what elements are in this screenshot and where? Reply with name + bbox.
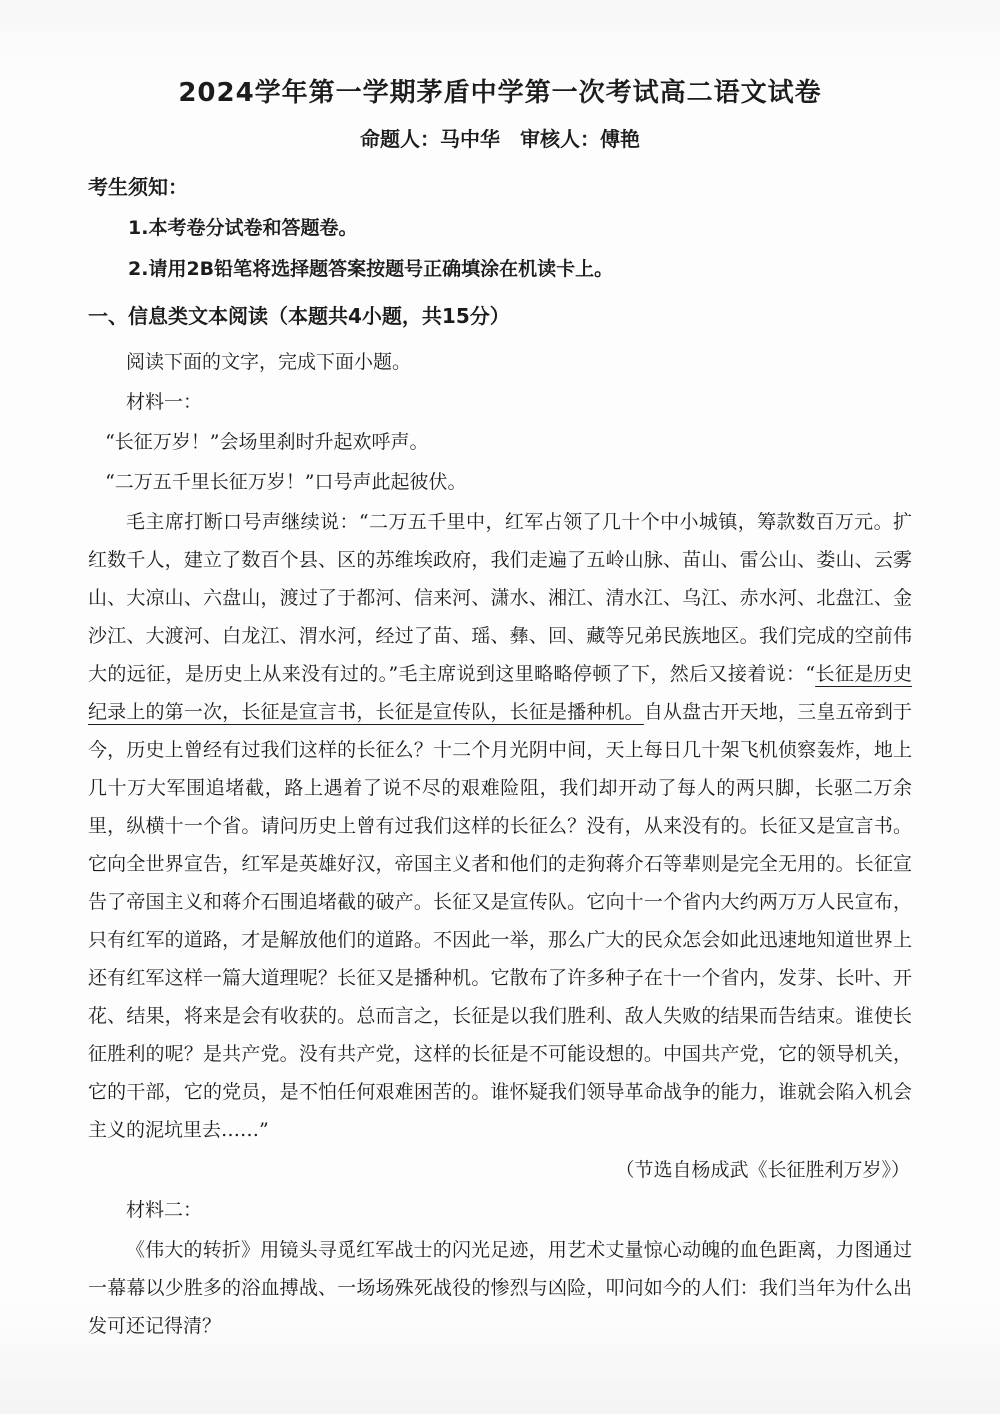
reading-instruction: 阅读下面的文字，完成下面小题。 — [126, 351, 412, 373]
material1-quote-2: “二万五千里长征万岁！”口号声此起彼伏。 — [105, 471, 467, 493]
section-heading: 一、信息类文本阅读（本题共4小题，共15分） — [88, 304, 510, 328]
notice-item-1: 1.本考卷分试卷和答题卷。 — [128, 217, 358, 239]
material1-paragraph-lead: 毛主席打断口号声继续说：“二万五千里中，红军占领了几十个中小城镇，筹款数百万元。扩红数千人，建立了数百个县、区的苏维埃政府，我们走遍了五岭山脉、苗山、雷公山、娄山、云雾山、大凉山、六盘山，渡过了于都河、信来河、潇水、湘江、清水江、乌江、赤水河、北盘江、金沙江、大渡河、白龙江、渭水河，经过了苗、瑶、彝、回、藏等兄弟民族地区。我们完成的空前伟大的远征，是历史上从来没有过的。”毛主席说到这里略略停顿了下，然后又接着说：“ — [88, 511, 912, 685]
material1-paragraph-tail: 自从盘古开天地，三皇五帝到于今，历史上曾经有过我们这样的长征么？十二个月光阴中间，天上每日几十架飞机侦察轰炸，地上几十万大军围追堵截，路上遇着了说不尽的艰难险阻，我们却开动了每人的两只脚，长驱二万余里，纵横十一个省。请问历史上曾有过我们这样的长征么？没有，从来没有的。长征又是宣言书。它向全世界宣告，红军是英雄好汉，帝国主义者和他们的走狗蒋介石等辈则是完全无用的。长征宣告了帝国主义和蒋介石围追堵截的破产。长征又是宣传队。它向十一个省内大约两万万人民宣布，只有红军的道路，才是解放他们的道路。不因此一举，那么广大的民众怎会如此迅速地知道世界上还有红军这样一篇大道理呢？长征又是播种机。它散布了许多种子在十一个省内，发芽、长叶、开花、结果，将来是会有收获的。总而言之，长征是以我们胜利、敌人失败的结果而告结束。谁使长征胜利的呢？是共产党。没有共产党，这样的长征是不可能设想的。中国共产党，它的领导机关，它的干部，它的党员，是不怕任何艰难困苦的。谁怀疑我们领导革命战争的能力，谁就会陷入机会主义的泥坑里去……” — [88, 701, 912, 1141]
material2-paragraph: 《伟大的转折》用镜头寻觅红军战士的闪光足迹，用艺术丈量惊心动魄的血色距离，力图通过一幕幕以少胜多的浴血搏战、一场场殊死战役的惨烈与凶险，叩问如今的人们：我们当年为什么出发可还记得清？ — [88, 1239, 912, 1337]
material2-label: 材料二： — [126, 1199, 203, 1221]
notice-item-2: 2.请用2B铅笔将选择题答案按题号正确填涂在机读卡上。 — [128, 258, 614, 280]
material1-quote-1: “长征万岁！”会场里刹时升起欢呼声。 — [105, 431, 429, 453]
material1-citation: （节选自杨成武《长征胜利万岁》） — [615, 1159, 910, 1181]
material1-label: 材料一： — [126, 391, 203, 413]
exam-setter-line: 命题人：马中华 审核人：傅艳 — [360, 127, 640, 151]
underlined-passage: 长征是历史纪录上的第一次，长征是宣言书，长征是宣传队，长征是播种机。 — [88, 663, 912, 723]
page-title: 2024学年第一学期茅盾中学第一次考试高二语文试卷 — [178, 78, 822, 108]
material1-paragraph — [88, 503, 912, 1149]
notice-heading: 考生须知： — [88, 175, 188, 199]
reading-passage-block — [88, 343, 912, 1345]
